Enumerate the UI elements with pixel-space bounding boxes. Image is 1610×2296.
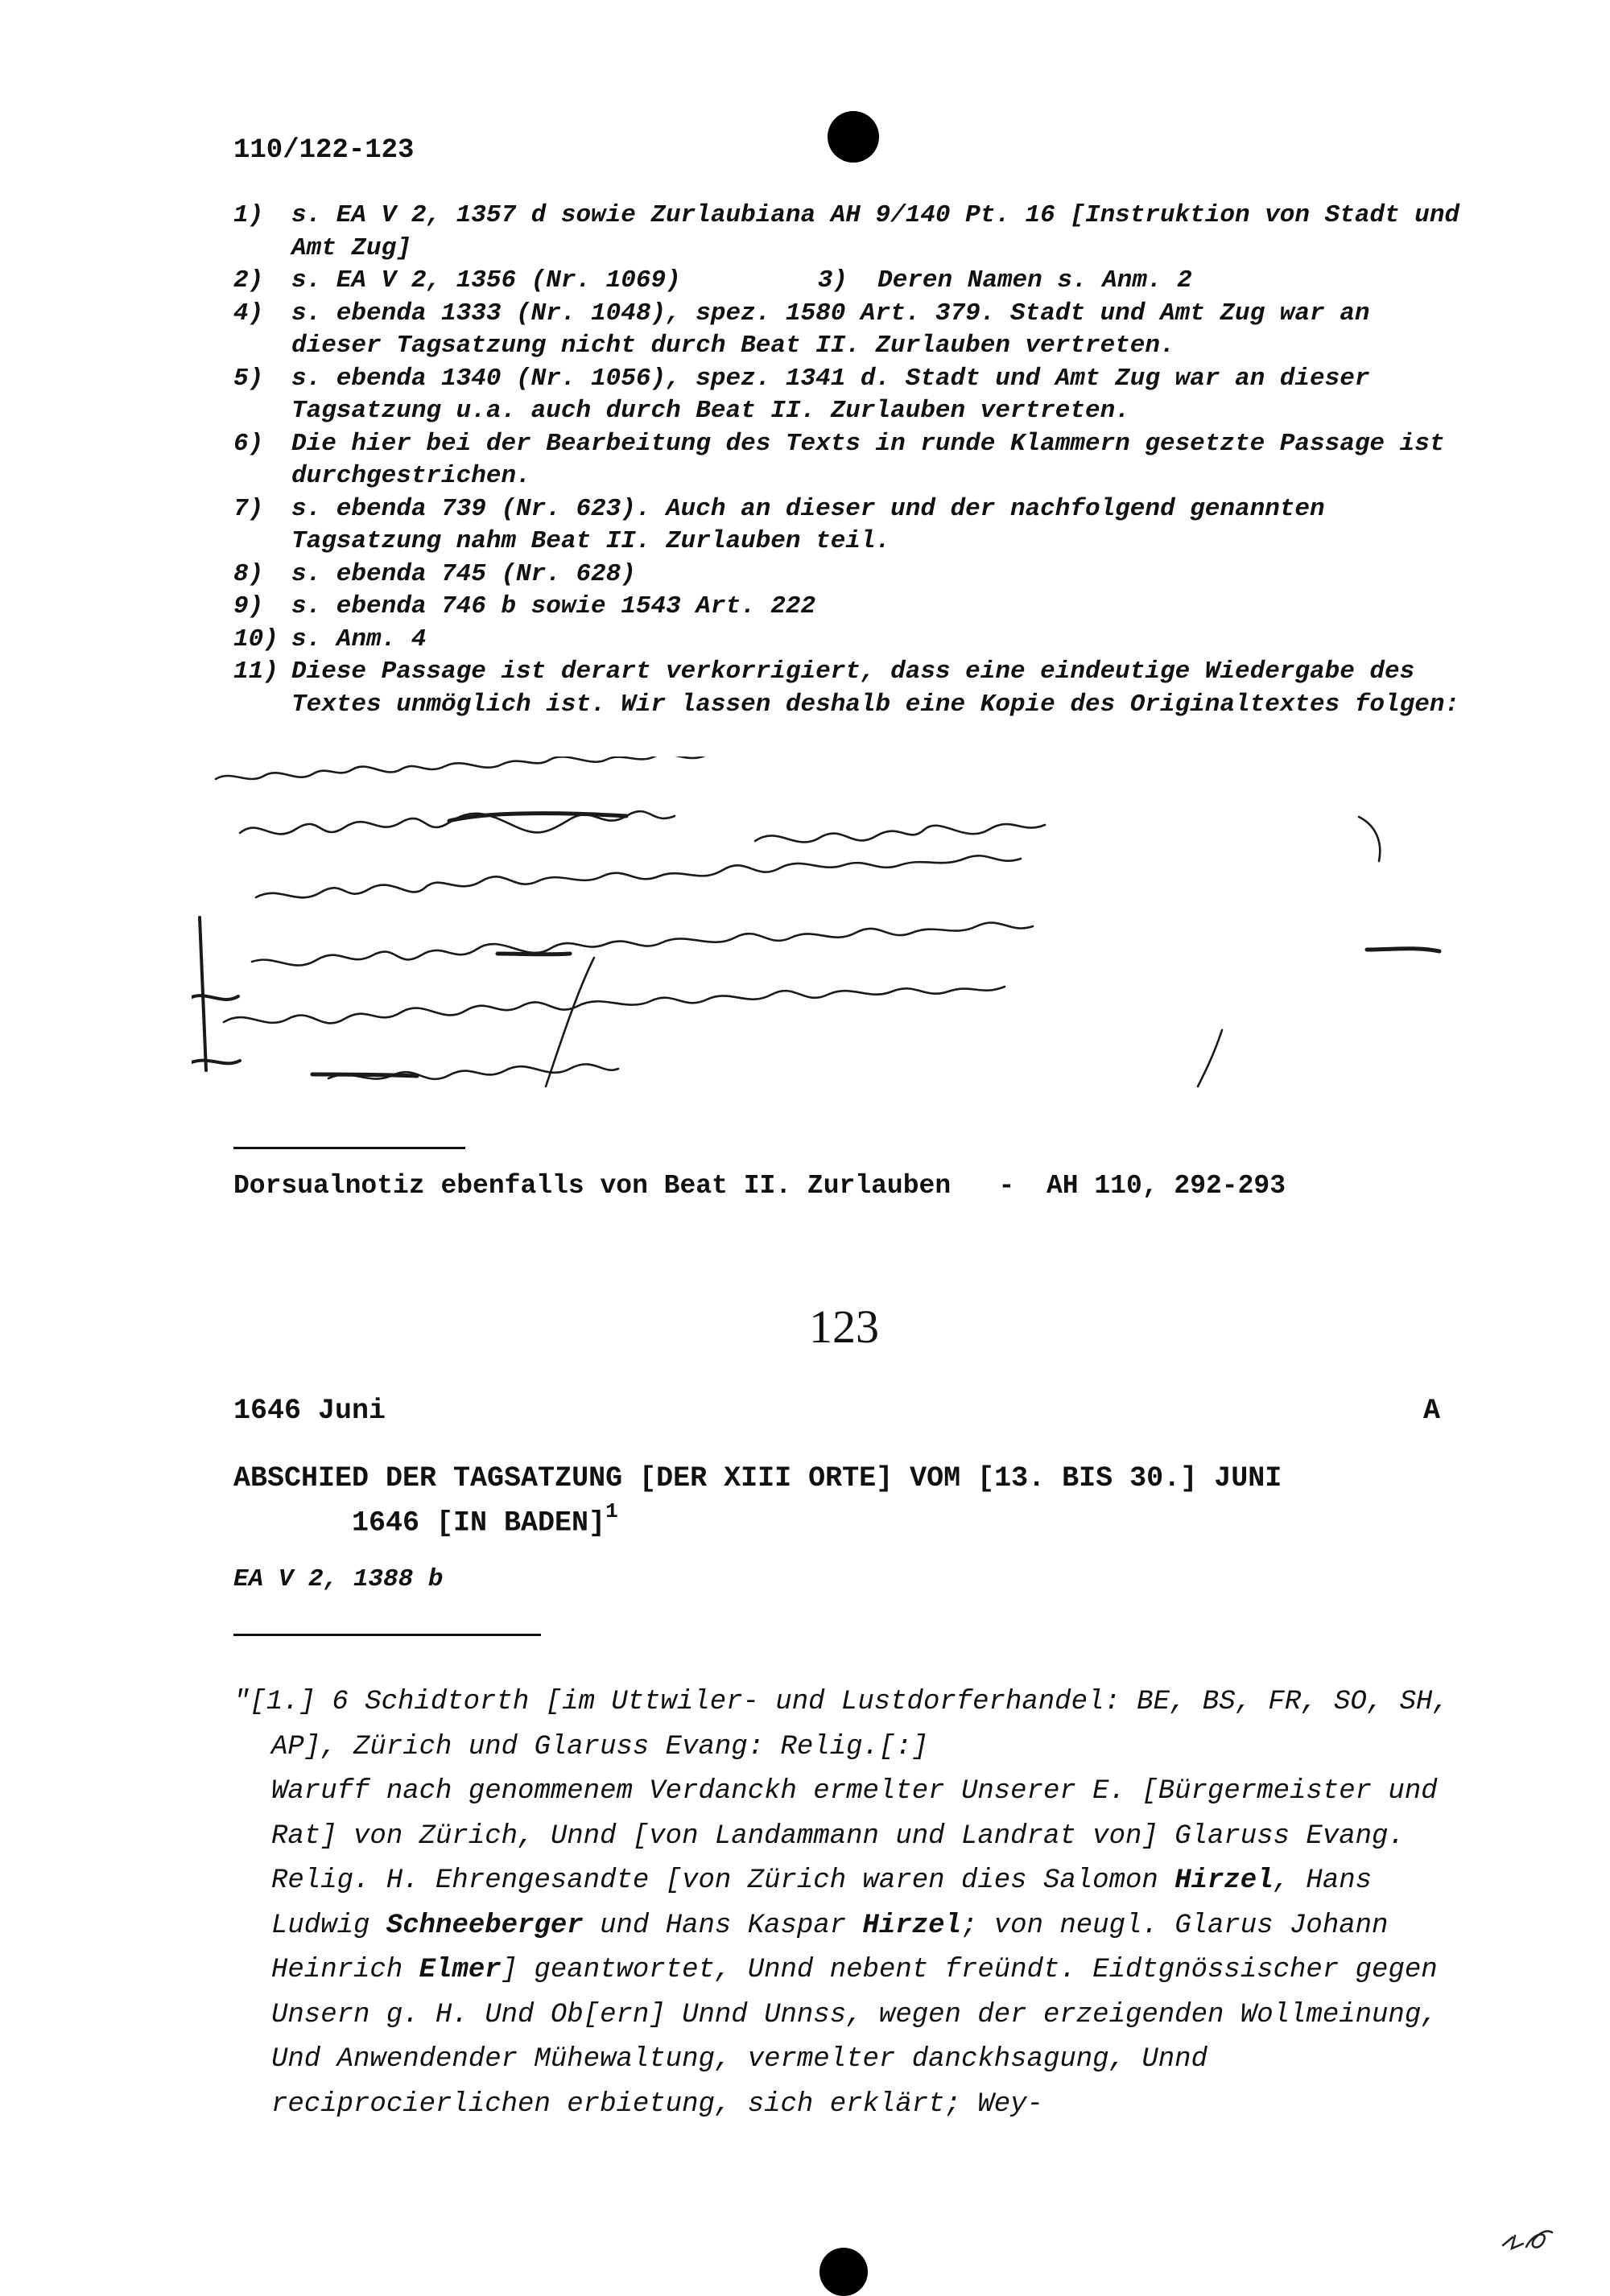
- footnote-text: s. ebenda 746 b sowie 1543 Art. 222: [291, 592, 816, 620]
- person-name: Schneeberger: [386, 1910, 584, 1941]
- footnote-number: 11): [233, 657, 279, 686]
- footnote-number: 8): [233, 559, 264, 588]
- footnote: [233, 591, 1465, 624]
- footnote-number: 2): [233, 266, 264, 295]
- person-name: Elmer: [419, 1955, 502, 1985]
- footnote-text: s. Anm. 4: [291, 624, 427, 653]
- document-body: [233, 1680, 1465, 2127]
- footnote: [233, 428, 1465, 493]
- document-heading: [233, 1461, 1457, 1542]
- body-paragraph: [233, 1770, 1465, 2127]
- footnote: [233, 298, 1465, 363]
- footnote-text: Diese Passage ist derart verkorrigiert, dass eine eindeutige Wiedergabe des Textes unmöglich ist. Wir lassen deshalb eine Kopie des Originaltextes folgen:: [291, 657, 1460, 719]
- page-reference: 110/122-123: [233, 135, 415, 166]
- punch-hole-mark: [819, 2248, 868, 2296]
- punch-hole-mark: [828, 111, 879, 163]
- footnote-text: s. EA V 2, 1357 d sowie Zurlaubiana AH 9/140 Pt. 16 [Instruktion von Stadt und Amt Zug]: [291, 201, 1460, 262]
- footnotes: [233, 200, 1465, 721]
- footnote: [233, 265, 1465, 298]
- footnote-number: 10): [233, 624, 279, 653]
- source-citation: EA V 2, 1388 b: [233, 1565, 444, 1593]
- footnote-text: s. ebenda 1333 (Nr. 1048), spez. 1580 Art. 379. Stadt und Amt Zug war an dieser Tagsatzung nicht durch Beat II. Zurlauben vertreten.: [291, 299, 1370, 360]
- footnote-number: 3): [817, 266, 848, 295]
- footnote-text: s. ebenda 1340 (Nr. 1056), spez. 1341 d. Stadt und Amt Zug war an dieser Tagsatzung u.a. auch durch Beat II. Zurlauben vertreten.: [291, 364, 1370, 425]
- heading-line: [233, 1497, 1457, 1542]
- footnote: [233, 493, 1465, 559]
- footnote-number: 7): [233, 494, 264, 523]
- footnote-text: Deren Namen s. Anm. 2: [877, 266, 1192, 295]
- handwritten-page-mark: [1499, 2221, 1555, 2253]
- footnote: [233, 656, 1465, 721]
- heading-line-text: 1646 [IN BADEN]: [352, 1507, 606, 1540]
- person-name: Hirzel: [1174, 1865, 1274, 1896]
- footnote-text: Die hier bei der Bearbeitung des Texts in runde Klammern gesetzte Passage ist durchgestrichen.: [291, 429, 1445, 490]
- document-date: 1646 Juni: [233, 1395, 386, 1427]
- footnote: [233, 559, 1465, 592]
- footnote-number: 1): [233, 201, 264, 229]
- body-opening: "[1.] 6 Schidtorth [im Uttwiler- und Lustdorferhandel: BE, BS, FR, SO, SH, AP], Zürich und Glaruss Evang: Relig.[:]: [233, 1687, 1449, 1762]
- dorsal-note: Dorsualnotiz ebenfalls von Beat II. Zurlauben - AH 110, 292-293: [233, 1171, 1286, 1201]
- footnote-number: 4): [233, 299, 264, 328]
- body-text: und Hans Kaspar: [583, 1910, 863, 1941]
- document-letter: A: [1423, 1395, 1441, 1427]
- separator-line: [233, 1634, 541, 1636]
- footnote-marker: 1: [605, 1499, 618, 1523]
- separator-line: [233, 1147, 465, 1149]
- person-name: Hirzel: [862, 1910, 961, 1941]
- footnote: [233, 200, 1465, 265]
- footnote-number: 6): [233, 429, 264, 458]
- body-text: ; von neugl. Glarus Johann Heinrich: [271, 1910, 1389, 1985]
- document-number: 123: [809, 1301, 879, 1353]
- handwritten-original-text-scan: [192, 756, 1463, 1111]
- footnote-text: s. ebenda 739 (Nr. 623). Auch an dieser und der nachfolgend genannten Tagsatzung nahm Beat II. Zurlauben teil.: [291, 494, 1325, 555]
- footnote: [233, 624, 1465, 657]
- footnote-number: 5): [233, 364, 264, 393]
- body-text: , Hans Ludwig: [271, 1865, 1373, 1941]
- footnote-text: s. EA V 2, 1356 (Nr. 1069): [291, 266, 681, 295]
- body-text: ] geantwortet, Unnd nebent freündt. Eidtgnössischer gegen Unsern g. H. Und Ob[ern] Unnd Unnss, wegen der erzeigenden Wollmeinung, Und Anwendender Mühewaltung, vermelter danckhsagung, Unnd reciprocierlichen erbietung, sich erklärt; Wey-: [271, 1955, 1438, 2120]
- heading-line: ABSCHIED DER TAGSATZUNG [DER XIII ORTE] VOM [13. BIS 30.] JUNI: [233, 1462, 1282, 1494]
- footnote-text: s. ebenda 745 (Nr. 628): [291, 559, 636, 588]
- footnote-number: 9): [233, 592, 264, 620]
- footnote: [233, 363, 1465, 428]
- body-text: Waruff nach genommenem Verdanckh ermelter Unserer E. [Bürgermeister und Rat] von Zürich, Unnd [von Landammann und Landrat von] Glaruss Evang. Relig. H. Ehrengesandte [von Zürich waren dies Salomon: [271, 1776, 1438, 1896]
